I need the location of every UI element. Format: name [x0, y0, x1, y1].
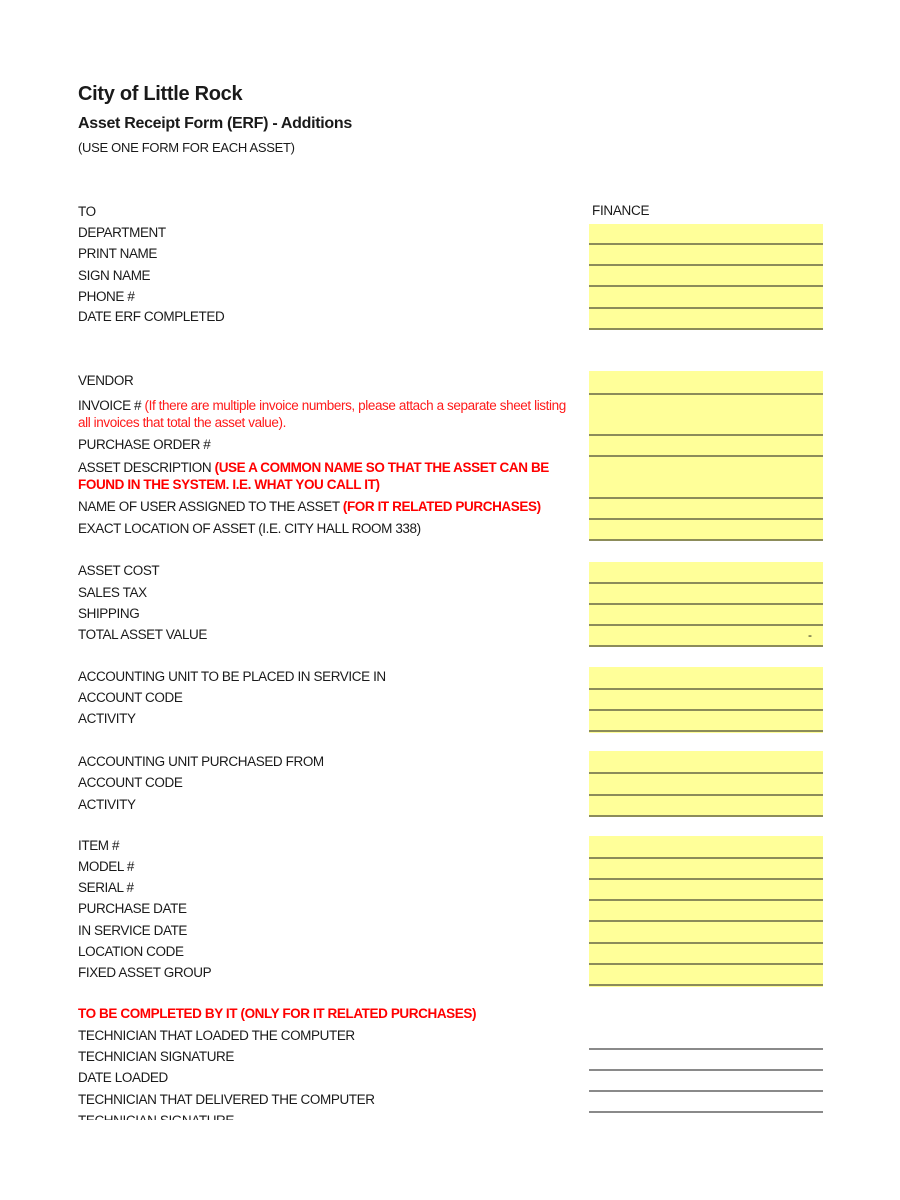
service-fields-block — [589, 667, 823, 733]
date-erf-field[interactable] — [589, 328, 823, 330]
tech-loaded-field[interactable] — [589, 1048, 823, 1050]
invoice-label — [78, 397, 566, 414]
to-fields-block — [589, 224, 823, 330]
phone-field[interactable] — [589, 307, 823, 309]
service-account-code-field[interactable] — [589, 709, 823, 711]
location-code-label: LOCATION CODE — [78, 944, 184, 959]
location-field[interactable] — [589, 539, 823, 541]
sign-name-label: SIGN NAME — [78, 268, 151, 283]
serial-number-label: SERIAL # — [78, 880, 134, 895]
department-label: DEPARTMENT — [78, 225, 166, 240]
print-name-label: PRINT NAME — [78, 246, 158, 261]
shipping-label: SHIPPING — [78, 606, 140, 621]
date-erf-label: DATE ERF COMPLETED — [78, 309, 225, 324]
po-field[interactable] — [589, 455, 823, 457]
purchase-fields-block — [589, 751, 823, 817]
date-loaded-label: DATE LOADED — [78, 1070, 168, 1085]
in-service-date-field[interactable] — [589, 942, 823, 944]
service-account-code-label: ACCOUNT CODE — [78, 690, 183, 705]
purchase-account-code-field[interactable] — [589, 794, 823, 796]
invoice-label-text: INVOICE # — [78, 398, 142, 413]
tech-delivered-field[interactable] — [589, 1111, 823, 1113]
asset-desc-field[interactable] — [589, 497, 823, 499]
fixed-asset-group-label: FIXED ASSET GROUP — [78, 965, 212, 980]
sales-tax-label: SALES TAX — [78, 585, 147, 600]
tech-signature-field[interactable] — [589, 1069, 823, 1071]
service-unit-field[interactable] — [589, 688, 823, 690]
model-number-label: MODEL # — [78, 859, 134, 874]
invoice-note: (If there are multiple invoice numbers, please attach a separate sheet listing — [144, 398, 566, 413]
asset-desc-label — [78, 459, 549, 476]
total-value-label: TOTAL ASSET VALUE — [78, 627, 208, 642]
serial-number-field[interactable] — [589, 899, 823, 901]
user-assigned-label — [78, 498, 541, 515]
service-unit-label: ACCOUNTING UNIT TO BE PLACED IN SERVICE IN — [78, 669, 386, 684]
form-instruction: (USE ONE FORM FOR EACH ASSET) — [78, 140, 295, 155]
form-title: Asset Receipt Form (ERF) - Additions — [78, 115, 352, 132]
po-label: PURCHASE ORDER # — [78, 437, 211, 452]
tech-delivered-label: TECHNICIAN THAT DELIVERED THE COMPUTER — [78, 1092, 375, 1107]
item-number-field[interactable] — [589, 857, 823, 859]
user-assigned-note: (FOR IT RELATED PURCHASES) — [342, 499, 541, 514]
asset-desc-note: (USE A COMMON NAME SO THAT THE ASSET CAN BE — [214, 460, 549, 475]
location-code-field[interactable] — [589, 963, 823, 965]
location-label: EXACT LOCATION OF ASSET (I.E. CITY HALL ROOM 338) — [78, 521, 421, 536]
tech-loaded-label: TECHNICIAN THAT LOADED THE COMPUTER — [78, 1028, 355, 1043]
asset-desc-text: ASSET DESCRIPTION — [78, 460, 212, 475]
sign-name-field[interactable] — [589, 285, 823, 287]
vendor-field[interactable] — [589, 393, 823, 395]
total-value-field[interactable] — [589, 645, 823, 647]
service-activity-label: ACTIVITY — [78, 711, 136, 726]
purchase-activity-field[interactable] — [589, 815, 823, 817]
print-name-field[interactable] — [589, 264, 823, 266]
purchase-unit-label: ACCOUNTING UNIT PURCHASED FROM — [78, 754, 324, 769]
purchase-unit-field[interactable] — [589, 772, 823, 774]
user-assigned-text: NAME OF USER ASSIGNED TO THE ASSET — [78, 499, 340, 514]
purchase-date-field[interactable] — [589, 920, 823, 922]
page-cutoff-mask — [0, 1120, 900, 1200]
invoice-note-cont: all invoices that total the asset value). — [78, 415, 286, 430]
purchase-date-label: PURCHASE DATE — [78, 901, 187, 916]
date-loaded-field[interactable] — [589, 1090, 823, 1092]
purchase-activity-label: ACTIVITY — [78, 797, 136, 812]
asset-cost-label: ASSET COST — [78, 563, 160, 578]
phone-label: PHONE # — [78, 289, 135, 304]
org-title: City of Little Rock — [78, 83, 243, 105]
to-value: FINANCE — [592, 203, 650, 218]
to-label: TO — [78, 204, 96, 219]
invoice-field[interactable] — [589, 434, 823, 436]
item-number-label: ITEM # — [78, 838, 120, 853]
service-activity-field[interactable] — [589, 730, 823, 732]
user-assigned-field[interactable] — [589, 518, 823, 520]
model-number-field[interactable] — [589, 878, 823, 880]
in-service-date-label: IN SERVICE DATE — [78, 923, 188, 938]
it-heading: TO BE COMPLETED BY IT (ONLY FOR IT RELATED PURCHASES) — [78, 1006, 477, 1021]
department-field[interactable] — [589, 243, 823, 245]
asset-desc-note-cont: FOUND IN THE SYSTEM. I.E. WHAT YOU CALL IT) — [78, 477, 380, 492]
sales-tax-field[interactable] — [589, 603, 823, 605]
fixed-asset-group-field[interactable] — [589, 984, 823, 986]
purchase-account-code-label: ACCOUNT CODE — [78, 775, 183, 790]
tech-signature-label: TECHNICIAN SIGNATURE — [78, 1049, 235, 1064]
asset-cost-field[interactable] — [589, 582, 823, 584]
vendor-label: VENDOR — [78, 373, 134, 388]
shipping-field[interactable] — [589, 624, 823, 626]
total-value: - — [808, 628, 812, 642]
